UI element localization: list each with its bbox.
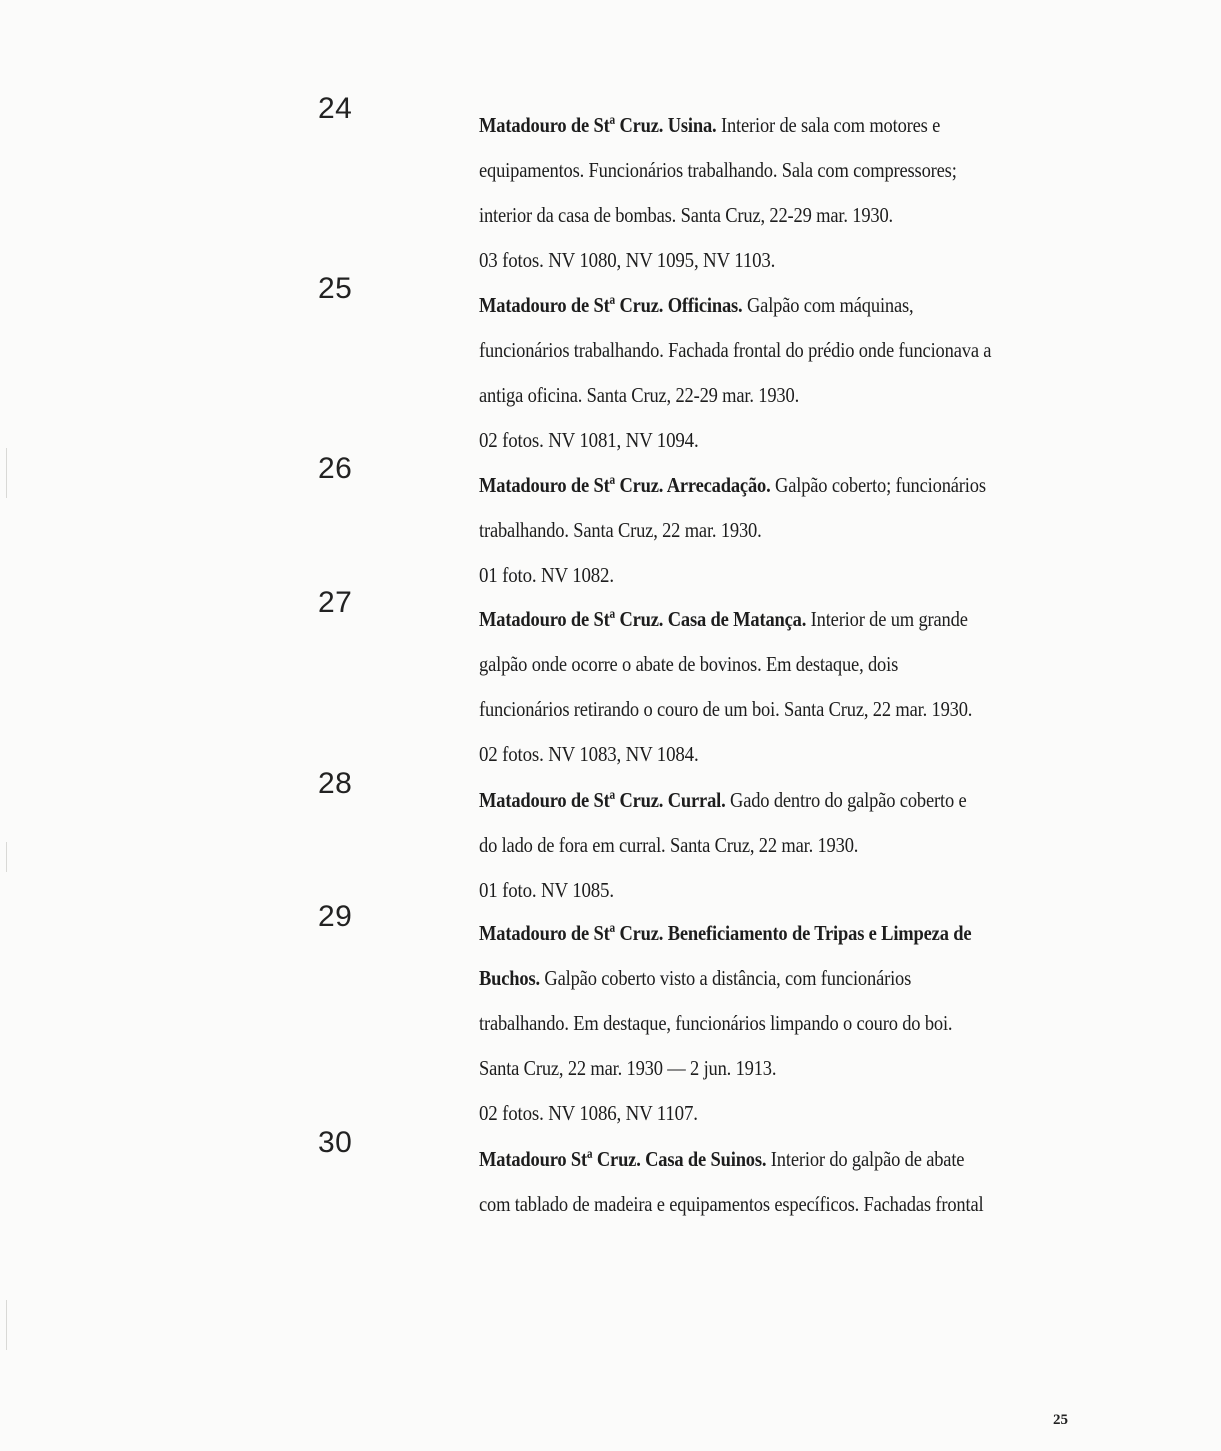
entry-text: com tablado de madeira e equipamentos específicos. Fachadas frontal: [479, 1192, 984, 1216]
entry-photos: 02 fotos. NV 1083, NV 1084.: [479, 742, 699, 766]
scan-mark: [6, 448, 7, 498]
entry-line: [479, 956, 995, 1001]
entry-text: Interior do galpão de abate: [766, 1147, 965, 1171]
entry-line: [479, 508, 995, 553]
entry-line: [479, 597, 995, 642]
entry-title: Matadouro Stª Cruz. Casa de Suinos.: [479, 1147, 767, 1171]
entry-description: [479, 283, 1079, 463]
scan-mark: [6, 1300, 7, 1350]
entry-title: Matadouro de Stª Cruz. Officinas.: [479, 293, 743, 317]
entry-text: trabalhando. Santa Cruz, 22 mar. 1930.: [479, 518, 762, 542]
entry-number: 30: [318, 1126, 353, 1159]
entry-line: [479, 193, 995, 238]
entry-text: Galpão coberto visto a distância, com funcionários: [539, 966, 912, 990]
entry-number: 29: [318, 900, 353, 933]
entry-line: [479, 328, 995, 373]
entry-text: antiga oficina. Santa Cruz, 22-29 mar. 1930.: [479, 383, 800, 407]
entry-number: 24: [318, 92, 353, 125]
entry-line: [479, 1046, 995, 1091]
entry-text: funcionários trabalhando. Fachada frontal do prédio onde funcionava a: [479, 338, 992, 362]
entry-line: [479, 778, 995, 823]
entry-text: do lado de fora em curral. Santa Cruz, 22 mar. 1930.: [479, 833, 859, 857]
entry-number: 25: [318, 272, 353, 305]
entry-title: Matadouro de Stª Cruz. Casa de Matança.: [479, 607, 807, 631]
entry-text: Interior de sala com motores e: [716, 113, 941, 137]
entry-line: [479, 373, 995, 418]
entry-text: equipamentos. Funcionários trabalhando. Sala com compressores;: [479, 158, 957, 182]
entry-line: [479, 1001, 995, 1046]
entry-description: [479, 778, 1079, 913]
entry-text: Galpão com máquinas,: [742, 293, 914, 317]
scan-mark: [6, 842, 7, 872]
entry-line: [479, 687, 995, 732]
entry-title: Matadouro de Stª Cruz. Beneficiamento de Tripas e Limpeza de: [479, 921, 972, 945]
entry-line: [479, 1182, 995, 1227]
entry-title: Matadouro de Stª Cruz. Arrecadação.: [479, 473, 771, 497]
entry-text: trabalhando. Em destaque, funcionários limpando o couro do boi.: [479, 1011, 953, 1035]
entry-text: Galpão coberto; funcionários: [770, 473, 986, 497]
entry-line: [479, 1137, 995, 1182]
entry-line: [479, 911, 995, 956]
entry-text: funcionários retirando o couro de um boi. Santa Cruz, 22 mar. 1930.: [479, 697, 973, 721]
entry-description: [479, 463, 1079, 598]
entry-description: [479, 103, 1079, 283]
entry-description: [479, 911, 1079, 1136]
page-number: 25: [1053, 1412, 1068, 1428]
entry-text: Gado dentro do galpão coberto e: [725, 788, 967, 812]
entry-title: Matadouro de Stª Cruz. Curral.: [479, 788, 726, 812]
entry-text: Interior de um grande: [806, 607, 968, 631]
entry-text: interior da casa de bombas. Santa Cruz, 22-29 mar. 1930.: [479, 203, 893, 227]
entry-photos: 01 foto. NV 1085.: [479, 878, 614, 902]
entry-photos: 02 fotos. NV 1086, NV 1107.: [479, 1101, 698, 1125]
entry-number: 26: [318, 452, 353, 485]
entry-description: [479, 597, 1079, 777]
entry-title: Matadouro de Stª Cruz. Usina.: [479, 113, 717, 137]
entry-number: 28: [318, 767, 353, 800]
entry-line: [479, 823, 995, 868]
entry-line: [479, 642, 995, 687]
entry-description: [479, 1137, 1079, 1227]
entry-number: 27: [318, 586, 353, 619]
entry-photos: 01 foto. NV 1082.: [479, 563, 614, 587]
entry-text: galpão onde ocorre o abate de bovinos. Em destaque, dois: [479, 652, 899, 676]
entry-text: Santa Cruz, 22 mar. 1930 — 2 jun. 1913.: [479, 1056, 777, 1080]
entry-line: [479, 103, 995, 148]
entry-photos: 03 fotos. NV 1080, NV 1095, NV 1103.: [479, 248, 776, 272]
entry-line: [479, 148, 995, 193]
entry-title: Buchos.: [479, 966, 540, 990]
entry-line: [479, 463, 995, 508]
entry-photos: 02 fotos. NV 1081, NV 1094.: [479, 428, 699, 452]
entry-line: [479, 283, 995, 328]
